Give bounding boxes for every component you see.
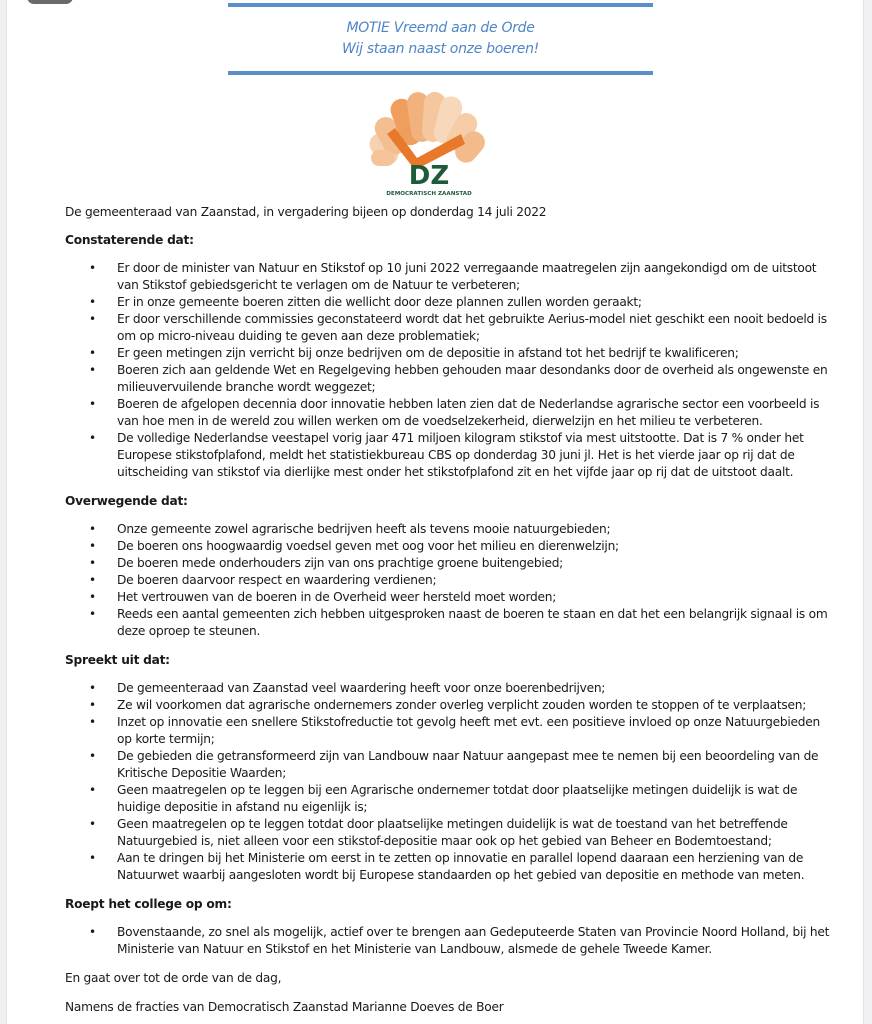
fan-hands-icon bbox=[365, 88, 493, 198]
list-item: • De volledige Nederlandse veestapel vorig jaar 471 miljoen kilogram stikstof via mest uitstootte. Dat is 7 % onder het Europese stikstofplafond, meldt het statistiekbureau CBS op donderdag 30 juni jl. Het is het vierde jaar op rij dat de uitscheiding van stikstof via dierlijke mest onder het stikstofplafond zit en het vijfde jaar op rij dat de uitstoot daalt. bbox=[65, 430, 835, 481]
list-item: • Bovenstaande, zo snel als mogelijk, actief over te brengen aan Gedeputeerde Staten van Provincie Noord Holland, bij het Ministerie van Natuur en Stikstof en het Ministerie van Landbouw, alsmede de gehele Tweede Kamer. bbox=[65, 924, 835, 958]
list-item: • Het vertrouwen van de boeren in de Overheid weer hersteld moet worden; bbox=[65, 589, 835, 606]
constaterende-list bbox=[65, 260, 835, 481]
overwegende-list bbox=[65, 521, 835, 640]
list-item: • Geen maatregelen op te leggen bij een Agrarische ondernemer totdat door plaatselijke metingen duidelijk is wat de huidige depositie in afstand nu eigenlijk is; bbox=[65, 782, 835, 816]
list-item: • Aan te dringen bij het Ministerie om eerst in te zetten op innovatie en parallel lopend daaraan een herziening van de Natuurwet waarbij aangesloten wordt bij Europese standaarden op het gebied van depositie en methode van meten. bbox=[65, 850, 835, 884]
list-item: • Onze gemeente zowel agrarische bedrijven heeft als tevens mooie natuurgebieden; bbox=[65, 521, 835, 538]
list-item: • De boeren ons hoogwaardig voedsel geven met oog voor het milieu en dierenwelzijn; bbox=[65, 538, 835, 555]
document-page bbox=[6, 0, 864, 1024]
list-item: • De boeren mede onderhouders zijn van ons prachtige groene buitengebied; bbox=[65, 555, 835, 572]
motion-subtitle: Wij staan naast onze boeren! bbox=[342, 41, 539, 57]
signature-text: Namens de fracties van Democratisch Zaanstad Marianne Doeves de Boer bbox=[65, 1000, 504, 1014]
list-item: • De gebieden die getransformeerd zijn van Landbouw naar Natuur aangepast mee te nemen bij een beoordeling van de Kritische Depositie Waarden; bbox=[65, 748, 835, 782]
list-item: • Ze wil voorkomen dat agrarische ondernemers zonder overleg verplicht zouden worden te stoppen of te verplaatsen; bbox=[65, 697, 835, 714]
intro-text: De gemeenteraad van Zaanstad, in vergadering bijeen op donderdag 14 juli 2022 bbox=[65, 205, 547, 219]
list-item: • De gemeenteraad van Zaanstad veel waardering heeft voor onze boerenbedrijven; bbox=[65, 680, 835, 697]
section-heading-overwegende: Overwegende dat: bbox=[65, 494, 188, 508]
header-rule-top bbox=[228, 3, 653, 7]
motion-title: MOTIE Vreemd aan de Orde bbox=[346, 20, 535, 36]
motion-body bbox=[65, 204, 835, 1016]
spreekt-uit-list bbox=[65, 680, 835, 884]
section-heading-constaterende: Constaterende dat: bbox=[65, 233, 194, 247]
roept-op-list bbox=[65, 924, 835, 958]
list-item: • Er door de minister van Natuur en Stikstof op 10 juni 2022 verregaande maatregelen zijn aangekondigd om de uitstoot van Stikstof gebiedsgericht te verlagen om de Natuur te verbeteren; bbox=[65, 260, 835, 294]
scroll-handle[interactable] bbox=[27, 0, 73, 4]
list-item: • Er geen metingen zijn verricht bij onze bedrijven om de depositie in afstand tot het bedrijf te kwalificeren; bbox=[65, 345, 835, 362]
list-item: • Inzet op innovatie een snellere Stikstofreductie tot gevolg heeft met evt. een positieve invloed op onze Natuurgebieden op korte termijn; bbox=[65, 714, 835, 748]
list-item: • Boeren de afgelopen decennia door innovatie hebben laten zien dat de Nederlandse agrarische sector een voorbeeld is van hoe men in de wereld zou willen werken om de voedselzekerheid, dierwelzijn en het milieu te verbeteren. bbox=[65, 396, 835, 430]
list-item: • Geen maatregelen op te leggen totdat door plaatselijke metingen duidelijk is wat de toestand van het betreffende Natuurgebied is, niet alleen voor een stikstof-depositie maar ook op het gebied van Beheer en Bodemtoestand; bbox=[65, 816, 835, 850]
closing-text: En gaat over tot de orde van de dag, bbox=[65, 971, 282, 985]
list-item: • Boeren zich aan geldende Wet en Regelgeving hebben gehouden maar desondanks door de overheid als ongewenste en milieuvervuilende branche wordt weggezet; bbox=[65, 362, 835, 396]
header-rule-bottom bbox=[228, 71, 653, 75]
list-item: • Er door verschillende commissies geconstateerd wordt dat het gebruikte Aerius-model niet geschikt een nooit bedoeld is om op micro-niveau duiding te geven aan deze problematiek; bbox=[65, 311, 835, 345]
svg-text:DEMOCRATISCH ZAANSTAD: DEMOCRATISCH ZAANSTAD bbox=[386, 191, 472, 197]
svg-text:DZ: DZ bbox=[408, 161, 450, 191]
list-item: • Er in onze gemeente boeren zitten die wellicht door deze plannen zullen worden geraakt; bbox=[65, 294, 835, 311]
section-heading-roept-op: Roept het college op om: bbox=[65, 897, 232, 911]
democratisch-zaanstad-logo bbox=[365, 88, 493, 198]
list-item: • Reeds een aantal gemeenten zich hebben uitgesproken naast de boeren te staan en dat het een belangrijk signaal is om deze oproep te steunen. bbox=[65, 606, 835, 640]
section-heading-spreekt-uit: Spreekt uit dat: bbox=[65, 653, 170, 667]
list-item: • De boeren daarvoor respect en waardering verdienen; bbox=[65, 572, 835, 589]
